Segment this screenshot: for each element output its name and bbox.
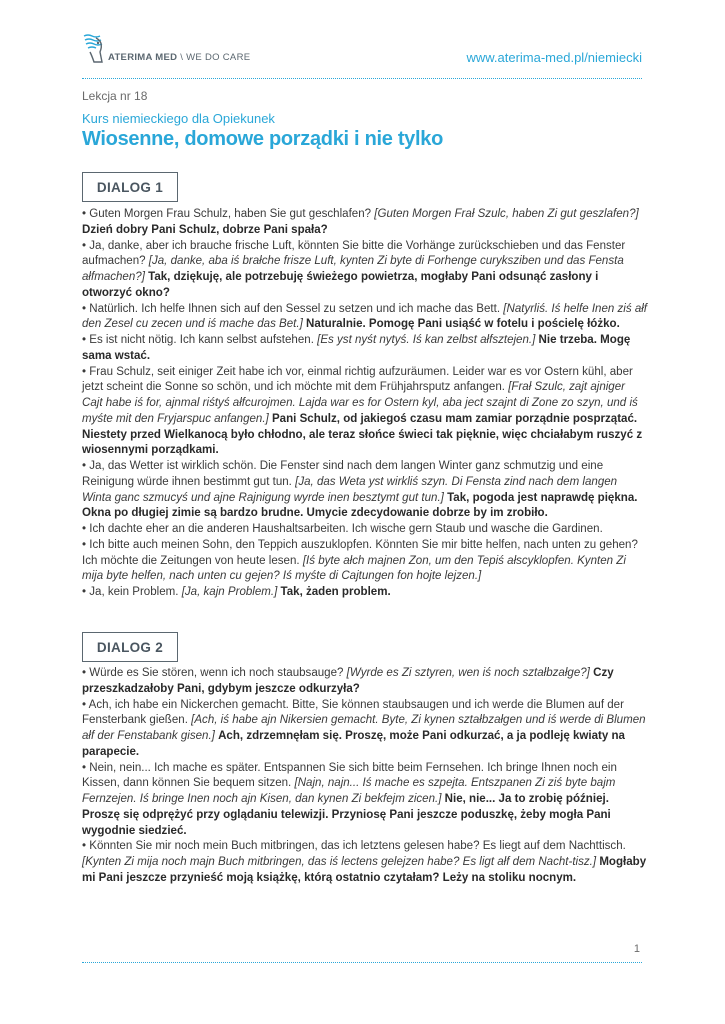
logo-separator: \ bbox=[180, 52, 184, 63]
dialog-line bbox=[82, 839, 647, 886]
polish-text: Czy przeszkadzałoby Pani, gdybym jeszcze odkurzyła? bbox=[82, 667, 614, 695]
german-text: • Ja, das Wetter ist wirklich schön. Die Fenster sind nach dem langen Winter ganz schmutzig und eine Reinigung würde ihnen bestimmt gut tun. bbox=[82, 460, 604, 488]
phonetic-text: [Es yst nyśt nytyś. Iś kan zelbst ałfsztejen.] bbox=[317, 334, 536, 346]
phonetic-text: [Wyrde es Zi sztyren, wen iś noch ształbzałge?] bbox=[346, 667, 590, 679]
german-text: • Es ist nicht nötig. Ich kann selbst aufstehen. bbox=[82, 334, 314, 346]
dialog-line bbox=[82, 459, 647, 522]
website-url[interactable]: www.aterima-med.pl/niemiecki bbox=[466, 50, 642, 65]
german-text: • Nein, nein... Ich mache es später. Entspannen Sie sich bitte beim Fernsehen. Ich bringe Ihnen noch ein Kissen, dann können Sie bequem sitzen. bbox=[82, 761, 617, 790]
aterima-logo-icon bbox=[82, 32, 106, 66]
phonetic-text: [Ja, danke, aba iś brałche frisze Luft, kynten Zi byte di Forhenge curyksziben und das Fensta ałfmachen?] bbox=[82, 255, 624, 283]
dialog-line bbox=[82, 302, 647, 334]
phonetic-text: [Guten Morgen Frał Szulc, haben Zi gut geszlafen?] bbox=[374, 208, 639, 220]
polish-text: Nie, nie... Ja to zrobię później. Proszę się odprężyć przy oglądaniu telewizji. Przyniosę Pani jeszcze poduszkę, żeby mogła Pani wygodnie siedzieć. bbox=[82, 793, 611, 837]
phonetic-text: [Ja, kajn Problem.] bbox=[181, 586, 278, 598]
phonetic-text: [Ja, das Weta yst wirkliś szyn. Di Fensta zind nach dem langen Winta ganc szmucyś und ajne Rajnigung wyrde inen besztymt gut tun.] bbox=[82, 475, 618, 504]
polish-text: Tak, żaden problem. bbox=[280, 586, 391, 598]
polish-text: Dzień dobry Pani Schulz, dobrze Pani spała? bbox=[82, 223, 328, 236]
german-text: • Würde es Sie stören, wenn ich noch staubsauge? bbox=[82, 667, 344, 679]
polish-text: Tak, pogoda jest naprawdę piękna. Okna po długiej zimie są bardzo brudne. Umycie zdecydowanie dobrze by im zrobiło. bbox=[82, 491, 638, 520]
dialog-line bbox=[82, 761, 647, 840]
logo-slogan: WE DO CARE bbox=[186, 52, 251, 63]
german-text: • Ja, kein Problem. bbox=[82, 586, 179, 598]
german-text: • Natürlich. Ich helfe Ihnen sich auf den Sessel zu setzen und ich mache das Bett. bbox=[82, 302, 501, 315]
dialog-line bbox=[82, 239, 647, 302]
dialog-2-heading: DIALOG 2 bbox=[82, 632, 178, 662]
dialog-line bbox=[82, 207, 647, 239]
header-divider bbox=[82, 78, 642, 79]
dialog-line bbox=[82, 585, 647, 601]
polish-text: Pani Schulz, od jakiegoś czasu mam zamiar porządnie posprzątać. Niestety przed Wielkanocą było chłodno, ale teraz słońce świeci tak pięknie, więc chciałabym ruszyć z wiosennymi porządkami. bbox=[82, 412, 643, 457]
dialog-1-heading: DIALOG 1 bbox=[82, 172, 178, 202]
german-text: • Könnten Sie mir noch mein Buch mitbringen, das ich letztens gelesen habe? Es liegt auf dem Nachttisch. bbox=[82, 840, 626, 853]
phonetic-text: [Natyrliś. Iś helfe Inen ziś ałf den Zesel cu zecen und iś mache das Bet.] bbox=[82, 302, 648, 331]
polish-text: Naturalnie. Pomogę Pani usiąść w fotelu i pościelę łóżko. bbox=[306, 318, 620, 331]
phonetic-text: [Ach, iś habe ajn Nikersien gemacht. Byte, Zi kynen ształbzałgen und iś werde di Blumen ałf der Fenstabank gisen.] bbox=[82, 714, 646, 742]
course-name: Kurs niemieckiego dla Opiekunek bbox=[82, 111, 275, 126]
logo-brand: ATERIMA MED bbox=[108, 52, 178, 63]
lesson-number: Lekcja nr 18 bbox=[82, 89, 148, 103]
polish-text: Mogłaby mi Pani jeszcze przynieść moją książkę, którą ostatnio czytałam? Leży na stoliku nocnym. bbox=[82, 856, 647, 884]
german-text: • Frau Schulz, seit einiger Zeit habe ich vor, einmal richtig aufzuräumen. Leider war es vor Ostern kühl, aber jetzt scheint die Sonne so schön, und ich möchte mit dem Frühjahrsputz anfangen. bbox=[82, 365, 633, 394]
polish-text: Nie trzeba. Mogę sama wstać. bbox=[82, 334, 631, 362]
phonetic-text: [Najn, najn... Iś mache es szpejta. Entszpanen Zi ziś byte bajm Fernzejen. Iś bringe Inen noch ajn Kisen, dan kynen Zi bekfejm zicen.] bbox=[82, 777, 616, 805]
polish-text: Tak, dziękuję, ale potrzebuję świeżego powietrza, mogłaby Pani odsunąć zasłony i otworzyć okno? bbox=[82, 271, 599, 299]
dialog-1-text bbox=[82, 207, 647, 601]
phonetic-text: [Kynten Zi mija noch majn Buch mitbringen, das iś lectens gelejzen habe? Es ligt ałf dem Nacht-tisz.] bbox=[82, 856, 597, 868]
german-text: • Guten Morgen Frau Schulz, haben Sie gut geschlafen? bbox=[82, 208, 372, 220]
dialog-line bbox=[82, 333, 647, 365]
dialog-line bbox=[82, 522, 647, 538]
page-header bbox=[82, 30, 642, 70]
german-text: • Ach, ich habe ein Nickerchen gemacht. Bitte, Sie können staubsaugen und ich werde die Blumen auf der Fensterbank gießen. bbox=[82, 698, 624, 727]
page-number: 1 bbox=[633, 943, 640, 955]
polish-text: Ach, zdrzemnęłam się. Proszę, może Pani odkurzać, a ja podleję kwiaty na parapecie. bbox=[82, 730, 625, 758]
dialog-line bbox=[82, 698, 647, 761]
page-title: Wiosenne, domowe porządki i nie tylko bbox=[82, 128, 444, 150]
dialog-line bbox=[82, 666, 647, 698]
dialog-line bbox=[82, 538, 647, 585]
german-text: • Ja, danke, aber ich brauche frische Luft, könnten Sie bitte die Vorhänge zurückschieben und das Fenster aufmachen? bbox=[82, 239, 626, 268]
phonetic-text: [Iś byte ałch majnen Zon, um den Tepiś ałscyklopfen. Kynten Zi mija byte helfen, nach unten cu gejen? Iś myśte di Cajtungen fon hojte lejzen.] bbox=[82, 554, 626, 583]
dialog-2-text bbox=[82, 666, 647, 887]
logo bbox=[82, 30, 250, 66]
german-text: • Ich bitte auch meinen Sohn, den Teppich auszuklopfen. Könnten Sie mir bitte helfen, nach unten zu gehen? Ich möchte die Zeitungen von heute lesen. bbox=[82, 538, 638, 567]
phonetic-text: [Frał Szulc, zajt ajniger Cajt habe iś for, ajnmal riśtyś ałfcurojmen. Lajda war es for Ostern kyl, aba ject szajnt di Zone zo szyn, und iś myśte mit den Fryjarspuc anfangen.] bbox=[82, 381, 638, 425]
footer-divider bbox=[82, 962, 642, 963]
german-text: • Ich dachte eher an die anderen Haushaltsarbeiten. Ich wische gern Staub und wasche die Gardinen. bbox=[82, 523, 603, 535]
dialog-line bbox=[82, 365, 647, 460]
